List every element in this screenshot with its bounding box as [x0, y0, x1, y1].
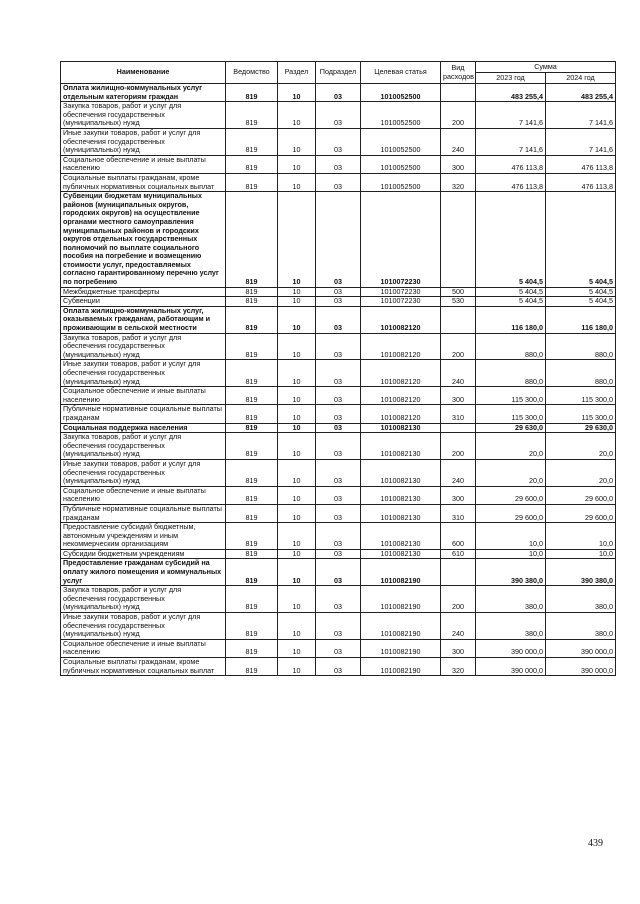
cell-dept: 819 — [226, 128, 278, 155]
page-number: 439 — [588, 838, 603, 849]
table-row — [61, 333, 616, 360]
table-row — [61, 523, 616, 550]
cell-type: 300 — [441, 155, 476, 173]
cell-section: 10 — [278, 306, 316, 333]
table-row — [61, 173, 616, 191]
cell-y2024: 476 113,8 — [546, 155, 616, 173]
cell-subsection: 03 — [316, 639, 361, 657]
table-row — [61, 306, 616, 333]
cell-target: 1010052500 — [361, 84, 441, 102]
table-row — [61, 102, 616, 129]
cell-dept: 819 — [226, 613, 278, 640]
cell-y2024: 115 300,0 — [546, 405, 616, 423]
cell-y2023: 115 300,0 — [476, 405, 546, 423]
table-row — [61, 84, 616, 102]
cell-type: 500 — [441, 287, 476, 297]
cell-dept: 819 — [226, 549, 278, 559]
cell-type: 200 — [441, 333, 476, 360]
cell-dept: 819 — [226, 486, 278, 504]
cell-section: 10 — [278, 613, 316, 640]
cell-subsection: 03 — [316, 459, 361, 486]
cell-type: 530 — [441, 297, 476, 307]
cell-type: 310 — [441, 504, 476, 522]
cell-subsection: 03 — [316, 658, 361, 676]
cell-type: 200 — [441, 586, 476, 613]
table-row — [61, 459, 616, 486]
cell-subsection: 03 — [316, 523, 361, 550]
cell-section: 10 — [278, 433, 316, 460]
cell-y2023: 5 404,5 — [476, 297, 546, 307]
cell-dept: 819 — [226, 586, 278, 613]
cell-name: Иные закупки товаров, работ и услуг для обеспечения государственных (муниципальных) нужд — [61, 459, 226, 486]
header-year-2024: 2024 год — [546, 73, 616, 84]
cell-y2023: 390 000,0 — [476, 639, 546, 657]
cell-section: 10 — [278, 360, 316, 387]
cell-dept: 819 — [226, 155, 278, 173]
cell-dept: 819 — [226, 504, 278, 522]
cell-section: 10 — [278, 559, 316, 586]
cell-dept: 819 — [226, 523, 278, 550]
cell-name: Социальная поддержка населения — [61, 423, 226, 433]
cell-y2024: 5 404,5 — [546, 297, 616, 307]
cell-target: 1010082130 — [361, 423, 441, 433]
cell-target: 1010082190 — [361, 639, 441, 657]
table-row — [61, 639, 616, 657]
cell-target: 1010082120 — [361, 306, 441, 333]
cell-y2023: 29 630,0 — [476, 423, 546, 433]
cell-dept: 819 — [226, 333, 278, 360]
cell-target: 1010082130 — [361, 549, 441, 559]
table-row — [61, 549, 616, 559]
header-dept: Ведомство — [226, 62, 278, 84]
cell-y2023: 7 141,6 — [476, 128, 546, 155]
cell-y2023: 10,0 — [476, 549, 546, 559]
cell-y2023: 476 113,8 — [476, 155, 546, 173]
header-subsection: Подраздел — [316, 62, 361, 84]
cell-type — [441, 559, 476, 586]
cell-type: 240 — [441, 360, 476, 387]
cell-y2023: 390 000,0 — [476, 658, 546, 676]
cell-section: 10 — [278, 586, 316, 613]
cell-target: 1010082190 — [361, 559, 441, 586]
cell-section: 10 — [278, 459, 316, 486]
table-row — [61, 423, 616, 433]
cell-name: Публичные нормативные социальные выплаты гражданам — [61, 504, 226, 522]
cell-dept: 819 — [226, 405, 278, 423]
cell-dept: 819 — [226, 287, 278, 297]
cell-y2024: 880,0 — [546, 360, 616, 387]
cell-name: Иные закупки товаров, работ и услуг для обеспечения государственных (муниципальных) нужд — [61, 128, 226, 155]
cell-target: 1010082130 — [361, 459, 441, 486]
cell-type — [441, 306, 476, 333]
cell-target: 1010082130 — [361, 523, 441, 550]
cell-section: 10 — [278, 639, 316, 657]
cell-y2024: 380,0 — [546, 586, 616, 613]
cell-subsection: 03 — [316, 102, 361, 129]
cell-y2023: 5 404,5 — [476, 287, 546, 297]
cell-section: 10 — [278, 405, 316, 423]
cell-name: Социальное обеспечение и иные выплаты населению — [61, 155, 226, 173]
cell-target: 1010082130 — [361, 433, 441, 460]
cell-target: 1010082130 — [361, 486, 441, 504]
budget-table-container — [60, 61, 615, 676]
cell-y2023: 10,0 — [476, 523, 546, 550]
cell-target: 1010082190 — [361, 586, 441, 613]
cell-y2024: 880,0 — [546, 333, 616, 360]
cell-target: 1010082130 — [361, 504, 441, 522]
table-row — [61, 559, 616, 586]
cell-subsection: 03 — [316, 128, 361, 155]
cell-dept: 819 — [226, 559, 278, 586]
table-row — [61, 192, 616, 288]
cell-target: 1010072230 — [361, 297, 441, 307]
cell-target: 1010072230 — [361, 192, 441, 288]
cell-dept: 819 — [226, 84, 278, 102]
cell-y2024: 29 630,0 — [546, 423, 616, 433]
table-body — [61, 84, 616, 676]
table-row — [61, 658, 616, 676]
cell-y2023: 115 300,0 — [476, 387, 546, 405]
cell-dept: 819 — [226, 658, 278, 676]
cell-type: 240 — [441, 459, 476, 486]
cell-subsection: 03 — [316, 486, 361, 504]
cell-name: Иные закупки товаров, работ и услуг для обеспечения государственных (муниципальных) нужд — [61, 613, 226, 640]
header-sum: Сумма — [476, 62, 616, 73]
table-row — [61, 297, 616, 307]
cell-target: 1010052500 — [361, 173, 441, 191]
header-type: Вид расходов — [441, 62, 476, 84]
cell-y2024: 10,0 — [546, 549, 616, 559]
cell-dept: 819 — [226, 192, 278, 288]
cell-section: 10 — [278, 173, 316, 191]
cell-type: 300 — [441, 486, 476, 504]
cell-subsection: 03 — [316, 306, 361, 333]
cell-section: 10 — [278, 287, 316, 297]
cell-y2023: 5 404,5 — [476, 192, 546, 288]
cell-name: Закупка товаров, работ и услуг для обеспечения государственных (муниципальных) нужд — [61, 102, 226, 129]
cell-target: 1010052500 — [361, 155, 441, 173]
cell-name: Предоставление гражданам субсидий на оплату жилого помещения и коммунальных услуг — [61, 559, 226, 586]
cell-dept: 819 — [226, 459, 278, 486]
cell-y2023: 29 600,0 — [476, 504, 546, 522]
table-row — [61, 128, 616, 155]
cell-subsection: 03 — [316, 192, 361, 288]
cell-subsection: 03 — [316, 287, 361, 297]
cell-y2024: 7 141,6 — [546, 128, 616, 155]
cell-subsection: 03 — [316, 433, 361, 460]
cell-y2023: 7 141,6 — [476, 102, 546, 129]
cell-name: Социальное обеспечение и иные выплаты населению — [61, 639, 226, 657]
cell-y2024: 390 000,0 — [546, 658, 616, 676]
header-section: Раздел — [278, 62, 316, 84]
cell-name: Предоставление субсидий бюджетным, автономным учреждениям и иным некоммерческим организациям — [61, 523, 226, 550]
cell-name: Субвенции бюджетам муниципальных районов (муниципальных округов, городских округов) на осуществление органами местного самоуправления муниципальных районов и городских округов отдельных государственных полномочий по выплате социального пособия на погребение и возмещению стоимости услуг, предоставляемых согласно гарантированному перечню услуг по погребению — [61, 192, 226, 288]
cell-subsection: 03 — [316, 405, 361, 423]
cell-target: 1010082120 — [361, 405, 441, 423]
cell-y2023: 880,0 — [476, 360, 546, 387]
table-row — [61, 613, 616, 640]
cell-y2024: 20,0 — [546, 433, 616, 460]
header-name: Наименование — [61, 62, 226, 84]
table-header — [61, 62, 616, 84]
cell-section: 10 — [278, 387, 316, 405]
cell-section: 10 — [278, 658, 316, 676]
cell-name: Социальное обеспечение и иные выплаты населению — [61, 387, 226, 405]
cell-subsection: 03 — [316, 423, 361, 433]
cell-type: 240 — [441, 613, 476, 640]
table-row — [61, 155, 616, 173]
cell-dept: 819 — [226, 433, 278, 460]
cell-y2024: 5 404,5 — [546, 192, 616, 288]
cell-subsection: 03 — [316, 360, 361, 387]
cell-y2023: 380,0 — [476, 586, 546, 613]
cell-dept: 819 — [226, 360, 278, 387]
cell-target: 1010072230 — [361, 287, 441, 297]
cell-y2024: 380,0 — [546, 613, 616, 640]
cell-type: 320 — [441, 658, 476, 676]
table-row — [61, 586, 616, 613]
cell-subsection: 03 — [316, 84, 361, 102]
cell-name: Межбюджетные трансферты — [61, 287, 226, 297]
cell-name: Субсидии бюджетным учреждениям — [61, 549, 226, 559]
table-row — [61, 360, 616, 387]
cell-type — [441, 84, 476, 102]
cell-y2023: 880,0 — [476, 333, 546, 360]
cell-type: 240 — [441, 128, 476, 155]
cell-type: 610 — [441, 549, 476, 559]
cell-type: 320 — [441, 173, 476, 191]
cell-type: 200 — [441, 433, 476, 460]
cell-y2024: 116 180,0 — [546, 306, 616, 333]
cell-type: 300 — [441, 639, 476, 657]
cell-y2024: 390 380,0 — [546, 559, 616, 586]
cell-y2024: 476 113,8 — [546, 173, 616, 191]
cell-type: 200 — [441, 102, 476, 129]
header-year-2023: 2023 год — [476, 73, 546, 84]
budget-table — [60, 61, 616, 676]
cell-section: 10 — [278, 423, 316, 433]
cell-section: 10 — [278, 192, 316, 288]
cell-y2024: 5 404,5 — [546, 287, 616, 297]
cell-section: 10 — [278, 155, 316, 173]
cell-section: 10 — [278, 84, 316, 102]
cell-dept: 819 — [226, 423, 278, 433]
cell-name: Социальное обеспечение и иные выплаты населению — [61, 486, 226, 504]
cell-dept: 819 — [226, 306, 278, 333]
cell-name: Публичные нормативные социальные выплаты гражданам — [61, 405, 226, 423]
cell-y2023: 20,0 — [476, 433, 546, 460]
cell-section: 10 — [278, 486, 316, 504]
cell-target: 1010082190 — [361, 613, 441, 640]
cell-target: 1010052500 — [361, 128, 441, 155]
cell-subsection: 03 — [316, 173, 361, 191]
cell-dept: 819 — [226, 639, 278, 657]
cell-y2023: 20,0 — [476, 459, 546, 486]
cell-dept: 819 — [226, 387, 278, 405]
cell-subsection: 03 — [316, 586, 361, 613]
table-row — [61, 433, 616, 460]
header-target: Целевая статья — [361, 62, 441, 84]
cell-target: 1010052500 — [361, 102, 441, 129]
cell-type — [441, 423, 476, 433]
cell-y2024: 29 600,0 — [546, 504, 616, 522]
table-row — [61, 504, 616, 522]
cell-target: 1010082120 — [361, 333, 441, 360]
cell-y2024: 115 300,0 — [546, 387, 616, 405]
table-row — [61, 486, 616, 504]
cell-y2024: 390 000,0 — [546, 639, 616, 657]
cell-y2024: 20,0 — [546, 459, 616, 486]
cell-type: 310 — [441, 405, 476, 423]
cell-subsection: 03 — [316, 504, 361, 522]
cell-section: 10 — [278, 523, 316, 550]
cell-name: Закупка товаров, работ и услуг для обеспечения государственных (муниципальных) нужд — [61, 433, 226, 460]
cell-subsection: 03 — [316, 297, 361, 307]
cell-y2023: 29 600,0 — [476, 486, 546, 504]
cell-subsection: 03 — [316, 333, 361, 360]
cell-dept: 819 — [226, 102, 278, 129]
cell-section: 10 — [278, 297, 316, 307]
cell-y2024: 10,0 — [546, 523, 616, 550]
cell-type: 600 — [441, 523, 476, 550]
cell-section: 10 — [278, 333, 316, 360]
cell-subsection: 03 — [316, 613, 361, 640]
cell-name: Иные закупки товаров, работ и услуг для обеспечения государственных (муниципальных) нужд — [61, 360, 226, 387]
cell-subsection: 03 — [316, 155, 361, 173]
cell-y2023: 116 180,0 — [476, 306, 546, 333]
cell-target: 1010082120 — [361, 387, 441, 405]
cell-dept: 819 — [226, 173, 278, 191]
cell-y2023: 380,0 — [476, 613, 546, 640]
cell-name: Субвенции — [61, 297, 226, 307]
table-row — [61, 287, 616, 297]
cell-section: 10 — [278, 128, 316, 155]
table-row — [61, 405, 616, 423]
cell-y2024: 7 141,6 — [546, 102, 616, 129]
cell-name: Оплата жилищно-коммунальных услуг отдельным категориям граждан — [61, 84, 226, 102]
cell-y2023: 390 380,0 — [476, 559, 546, 586]
cell-y2023: 476 113,8 — [476, 173, 546, 191]
cell-name: Социальные выплаты гражданам, кроме публичных нормативных социальных выплат — [61, 173, 226, 191]
cell-name: Социальные выплаты гражданам, кроме публичных нормативных социальных выплат — [61, 658, 226, 676]
cell-section: 10 — [278, 549, 316, 559]
cell-y2023: 483 255,4 — [476, 84, 546, 102]
cell-y2024: 483 255,4 — [546, 84, 616, 102]
cell-subsection: 03 — [316, 549, 361, 559]
table-row — [61, 387, 616, 405]
cell-y2024: 29 600,0 — [546, 486, 616, 504]
cell-target: 1010082120 — [361, 360, 441, 387]
cell-type: 300 — [441, 387, 476, 405]
cell-subsection: 03 — [316, 387, 361, 405]
cell-dept: 819 — [226, 297, 278, 307]
cell-target: 1010082190 — [361, 658, 441, 676]
cell-section: 10 — [278, 504, 316, 522]
cell-section: 10 — [278, 102, 316, 129]
cell-name: Закупка товаров, работ и услуг для обеспечения государственных (муниципальных) нужд — [61, 586, 226, 613]
cell-subsection: 03 — [316, 559, 361, 586]
cell-type — [441, 192, 476, 288]
cell-name: Оплата жилищно-коммунальных услуг, оказываемых гражданам, работающим и проживающим в сельской местности — [61, 306, 226, 333]
cell-name: Закупка товаров, работ и услуг для обеспечения государственных (муниципальных) нужд — [61, 333, 226, 360]
